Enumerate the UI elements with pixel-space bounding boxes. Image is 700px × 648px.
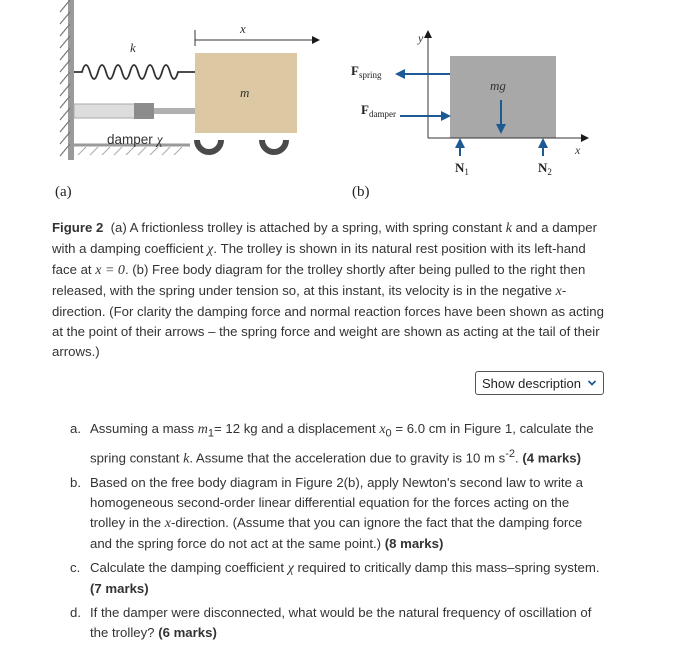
question-d: d. If the damper were disconnected, what would be the natural frequency of oscillation of the trolley? (6 marks)	[70, 605, 592, 641]
question-marks: (6 marks)	[158, 625, 217, 641]
damper	[74, 103, 196, 119]
chevron-down-icon	[587, 378, 597, 388]
question-c: c. Calculate the damping coefficient χ required to critically damp this mass–spring system. (7 marks)	[70, 560, 600, 597]
spring-constant-label: k	[130, 40, 136, 55]
figure-2-diagram	[0, 0, 700, 210]
fbd-x-label: x	[575, 143, 581, 157]
n2-label: N2	[538, 160, 552, 177]
figure-label-b: (b)	[352, 184, 370, 200]
damper-label: damper χ	[107, 132, 163, 147]
question-marks: (4 marks)	[522, 450, 582, 466]
caption-figure-label: Figure 2	[52, 220, 104, 235]
figure-label-a: (a)	[55, 184, 72, 200]
weight-label: mg	[490, 78, 506, 93]
displacement-label: x	[240, 21, 246, 36]
wall	[60, 0, 74, 160]
f-damper-label: Fdamper	[361, 102, 396, 119]
figure-caption: Figure 2 (a) A frictionless trolley is attached by a spring, with spring constant k and a damper with a damping coefficient χ. The trolley is shown in its natural rest position with its left-hand face at x = 0. (b) Free body diagram for the trolley shortly after being pulled to the right then released, with the spring under tension so, at this instant, its velocity is in the negative x-direction. (For clarity the damping force and normal reaction forces have been shown as acting at the point of their arrows – the spring force and weight are shown as acting at the tail of their arrows.)	[52, 220, 604, 359]
displacement-arrow	[195, 30, 318, 46]
show-description-label: Show description	[482, 375, 581, 391]
fbd-body	[450, 56, 556, 138]
f-spring-label: Fspring	[351, 63, 382, 80]
n1-label: N1	[455, 160, 469, 177]
spring	[74, 65, 195, 79]
question-list	[70, 419, 605, 647]
trolley-wheels	[197, 140, 286, 152]
question-marks: (8 marks)	[384, 536, 444, 552]
question-letter: b.	[70, 475, 81, 491]
question-letter: d.	[70, 605, 81, 621]
question-a: a. Assuming a mass $m_1= 12$ kg and a displacement $x_0 = 6.0$ cm in Figure 1, calculate the spring constant k. Assume that the acceleration due to gravity is 10 m $s^{-2}$. (4 marks)	[70, 421, 594, 467]
question-marks: (7 marks)	[90, 581, 149, 597]
show-description-button[interactable]	[475, 371, 604, 395]
fbd-y-label: y	[418, 31, 424, 45]
question-letter: c.	[70, 560, 81, 576]
question-b: b. Based on the free body diagram in Figure 2(b), apply Newton's second law to write a homogeneous second-order linear differential equation for the forces acting on the trolley in the x-direction. (Assume that you can ignore the fact that the damping force and the spring force do not act at the same point.) (8 marks)	[70, 475, 583, 552]
trolley-mass-label: m	[240, 85, 250, 100]
question-letter: a.	[70, 421, 81, 436]
figure-2	[0, 0, 700, 210]
